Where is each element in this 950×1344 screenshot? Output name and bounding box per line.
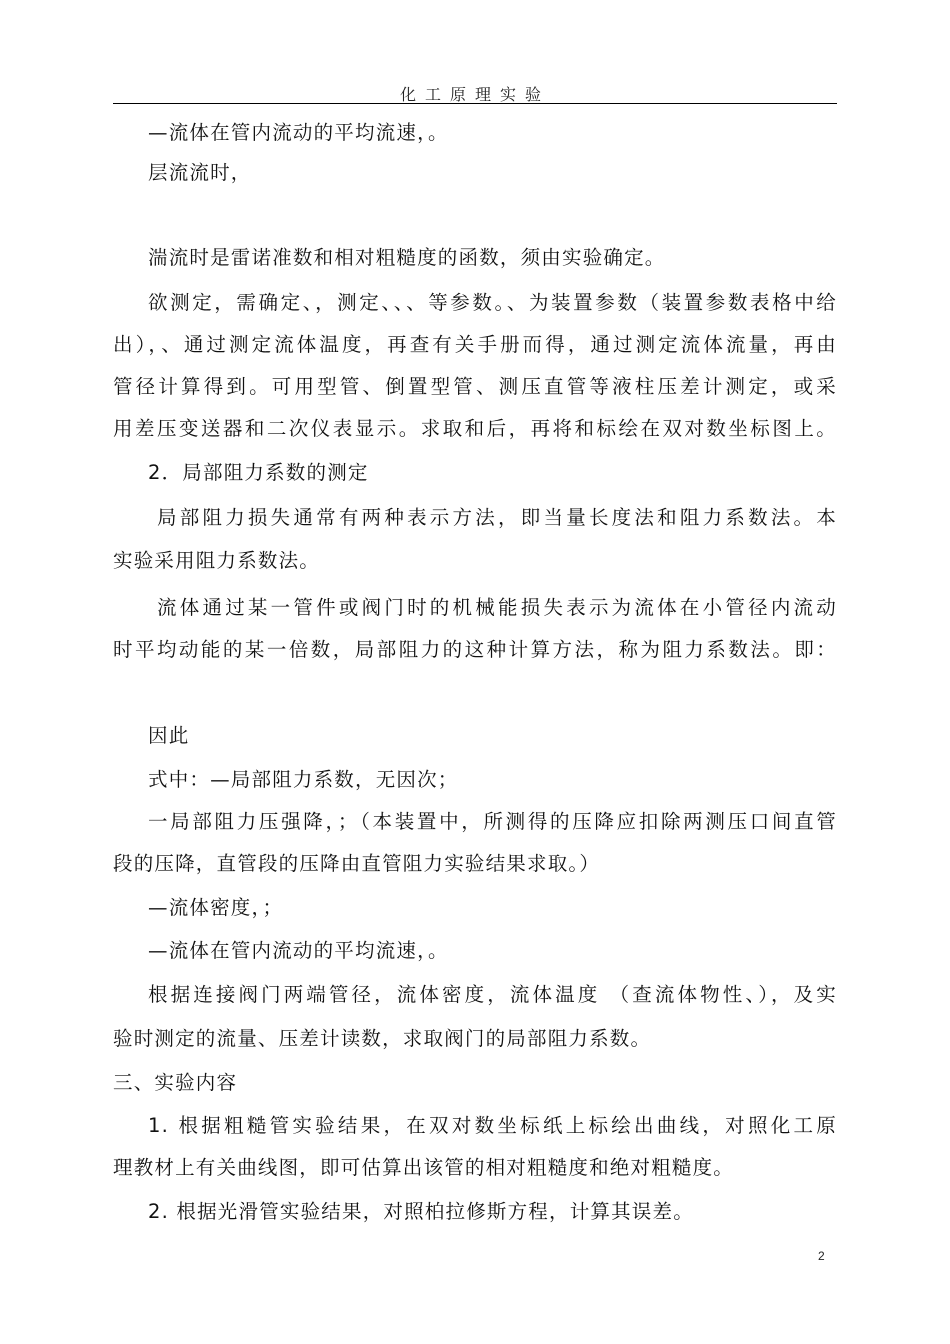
text-line: 湍流时是雷诺准数和相对粗糙度的函数，须由实验确定。 xyxy=(148,246,666,269)
text-line: 1. 根据粗糙管实验结果，在双对数坐标纸上标绘出曲线，对照化工原 xyxy=(148,1114,837,1137)
text-line: 验时测定的流量、压差计读数，求取阀门的局部阻力系数。 xyxy=(113,1027,652,1050)
text-line: 2. 根据光滑管实验结果，对照柏拉修斯方程，计算其误差。 xyxy=(148,1200,694,1223)
text-line: 因此 xyxy=(148,724,190,747)
text-line: —流体密度，； xyxy=(148,896,284,919)
text-line: 根据连接阀门两端管径，流体密度，流体温度 （查流体物性、），及实 xyxy=(148,983,837,1006)
text-line: 式中：—局部阻力系数，无因次； xyxy=(148,768,459,791)
text-line: 实验采用阻力系数法。 xyxy=(113,549,321,572)
text-line: 局部阻力损失通常有两种表示方法，即当量长度法和阻力系数法。本 xyxy=(157,506,837,529)
text-line: —流体在管内流动的平均流速，。 xyxy=(148,121,449,144)
text-line: 时平均动能的某一倍数，局部阻力的这种计算方法，称为阻力系数法。即： xyxy=(113,638,837,661)
text-line: 欲测定，需确定、，测定、、、等参数。、为装置参数（装置参数表格中给 xyxy=(148,291,837,314)
section-heading: 三、实验内容 xyxy=(113,1071,238,1094)
running-header: 化工原理实验 xyxy=(399,85,550,104)
text-line: 出），、通过测定流体温度，再查有关手册而得，通过测定流体流量，再由 xyxy=(113,333,837,356)
text-line: 理教材上有关曲线图，即可估算出该管的相对粗糙度和绝对粗糙度。 xyxy=(113,1156,735,1179)
text-line: 段的压降，直管段的压降由直管阻力实验结果求取。） xyxy=(113,852,601,875)
text-line: 流体通过某一管件或阀门时的机械能损失表示为流体在小管径内流动 xyxy=(157,596,837,619)
section-heading: 2．局部阻力系数的测定 xyxy=(148,461,369,484)
text-line: —流体在管内流动的平均流速，。 xyxy=(148,939,449,962)
page-number: 2 xyxy=(818,1249,825,1263)
text-line: 管径计算得到。可用型管、倒置型管、测压直管等液柱压差计测定，或采 xyxy=(113,375,837,398)
text-line: 层流流时， xyxy=(148,161,252,184)
header-rule xyxy=(113,103,837,104)
text-line: 用差压变送器和二次仪表显示。求取和后，再将和标绘在双对数坐标图上。 xyxy=(113,417,837,440)
text-line: 一局部阻力压强降，；（本装置中，所测得的压降应扣除两测压口间直管 xyxy=(148,810,837,833)
